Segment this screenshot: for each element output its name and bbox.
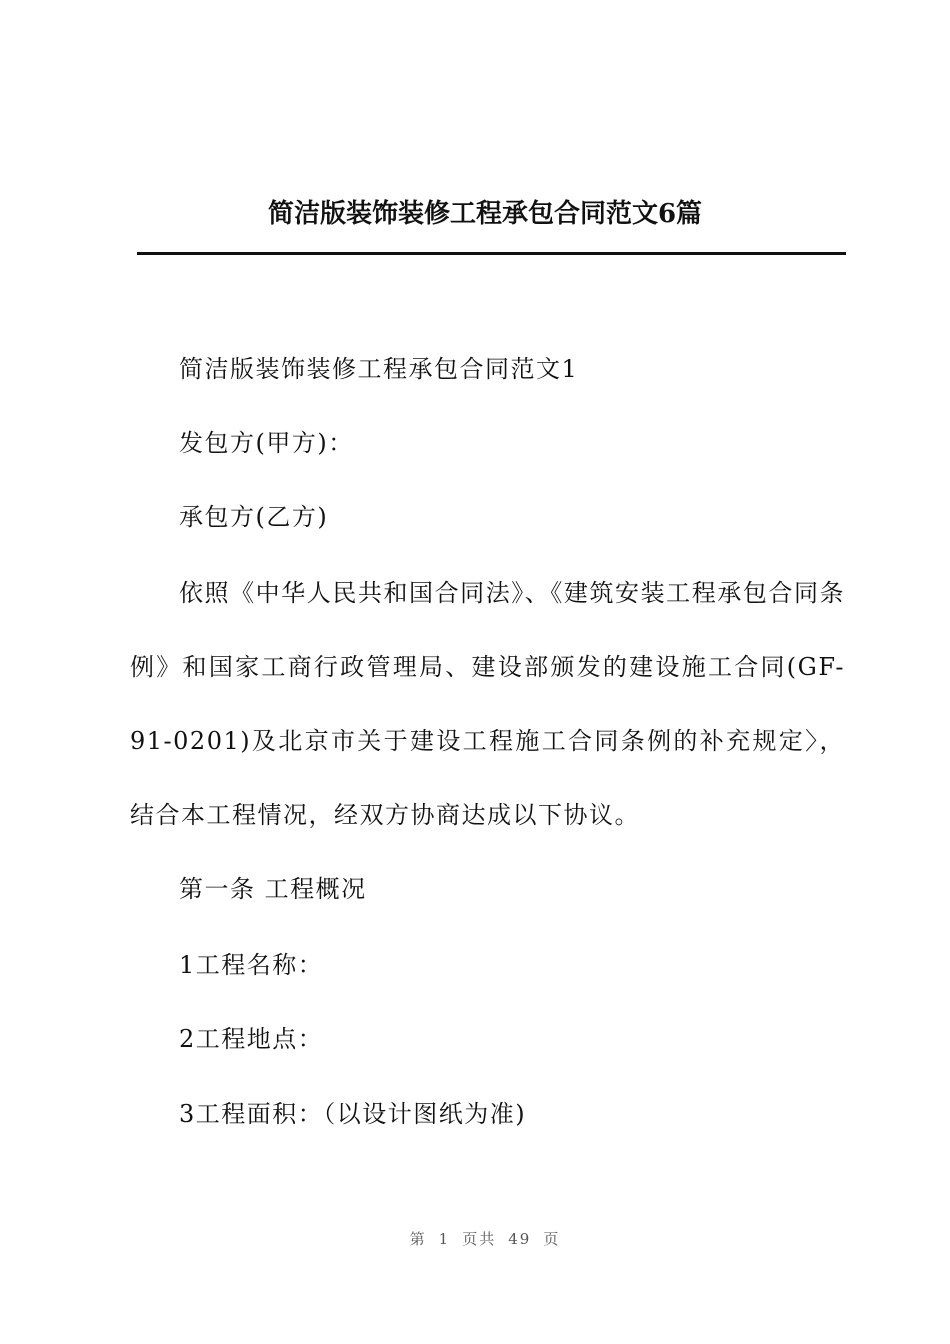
paragraph-article-one: 第一条 工程概况 [179,875,367,903]
footer-suffix: 页 [543,1230,561,1248]
paragraph-project-location: 2工程地点： [179,1025,324,1053]
document-title: 简洁版装饰装修工程承包合同范文6篇 [267,199,703,229]
footer-middle: 页共 [462,1230,497,1248]
footer-current-page: 1 [438,1230,451,1248]
paragraph-project-name: 1工程名称： [179,951,324,979]
paragraph-project-area: 3工程面积：（以设计图纸为准) [179,1100,527,1128]
title-divider [137,252,846,255]
paragraph-basis: 依照《中华人民共和国合同法》、《建筑安装工程承包合同条例》和国家工商行政管理局、建设部颁发的建设施工合同(GF-91-0201)及北京市关于建设工程施工合同条例的补充规定〉，结合本工程情况，经双方协商达成以下协议。 [130,579,845,829]
footer-prefix: 第 [409,1230,427,1248]
page-footer [0,1228,950,1249]
paragraph-heading: 简洁版装饰装修工程承包合同范文1 [179,355,579,383]
footer-total-pages: 49 [508,1230,532,1248]
paragraph-party-b: 承包方(乙方) [179,503,329,531]
paragraph-party-a: 发包方(甲方)： [179,429,354,457]
